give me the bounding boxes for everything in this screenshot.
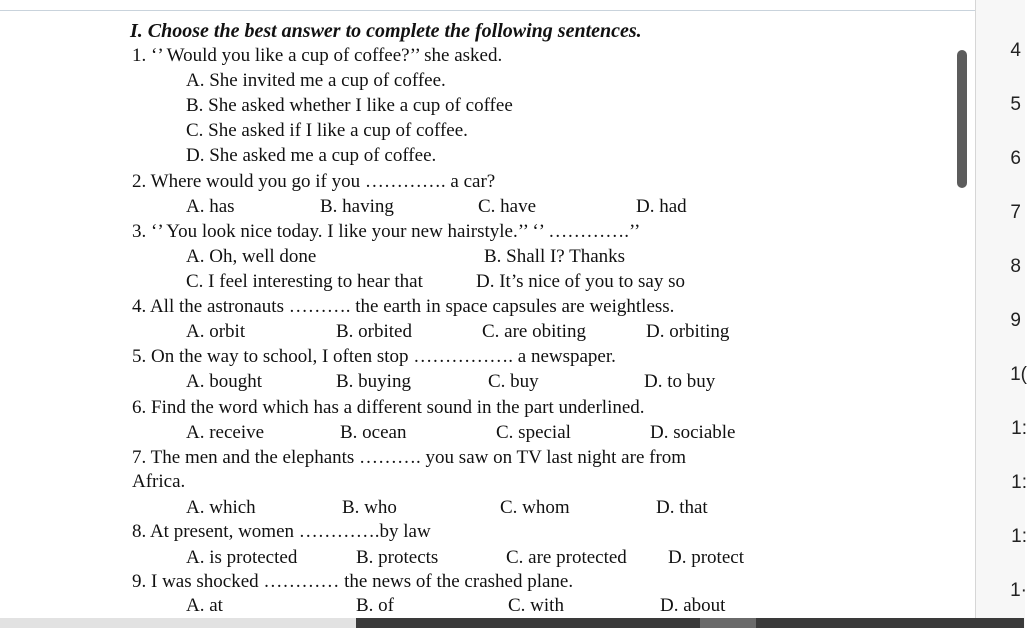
- q3-option-d: D. It’s nice of you to say so: [476, 271, 685, 292]
- q8-option-d: D. protect: [668, 547, 744, 568]
- q8-option-b: B. protects: [356, 547, 439, 568]
- top-divider: [0, 10, 975, 11]
- q2-option-c: C. have: [478, 196, 537, 217]
- q1-option-d: D. She asked me a cup of coffee.: [186, 145, 437, 166]
- q5-option-d: D. to buy: [644, 371, 716, 392]
- q9-option-c: C. with: [508, 595, 564, 616]
- q4-option-d: D. orbiting: [646, 321, 730, 342]
- page-number[interactable]: 1·: [1010, 580, 1027, 601]
- question-5: 5. On the way to school, I often stop ……………. a newspaper.: [132, 346, 616, 367]
- q5-option-c: C. buy: [488, 371, 539, 392]
- question-2: 2. Where would you go if you …………. a car?: [132, 171, 496, 192]
- q1-option-b: B. She asked whether I like a cup of coffee: [186, 95, 513, 116]
- q3-option-a: A. Oh, well done: [186, 246, 317, 267]
- q1-option-c: C. She asked if I like a cup of coffee.: [186, 120, 468, 141]
- horizontal-scrollbar-thumb[interactable]: [356, 618, 1024, 628]
- page-number[interactable]: 8: [1010, 256, 1021, 277]
- page-number[interactable]: 7: [1010, 202, 1021, 223]
- question-3: 3. ‘’ You look nice today. I like your new hairstyle.’’ ‘’ ………….’’: [132, 221, 641, 242]
- q9-option-d: D. about: [660, 595, 726, 616]
- question-4: 4. All the astronauts ………. the earth in space capsules are weightless.: [132, 296, 675, 317]
- page-number[interactable]: 6: [1010, 148, 1021, 169]
- page-number[interactable]: 1(: [1010, 364, 1027, 385]
- question-6: 6. Find the word which has a different sound in the part underlined.: [132, 397, 645, 418]
- q4-option-a: A. orbit: [186, 321, 246, 342]
- question-9: 9. I was shocked ………… the news of the crashed plane.: [132, 571, 574, 592]
- q4-option-c: C. are obiting: [482, 321, 586, 342]
- page-number[interactable]: 4: [1010, 40, 1021, 61]
- question-8: 8. At present, women ………….by law: [132, 521, 431, 542]
- q7-option-c: C. whom: [500, 497, 570, 518]
- q8-option-a: A. is protected: [186, 547, 298, 568]
- q9-option-a: A. at: [186, 595, 223, 616]
- q7-option-b: B. who: [342, 497, 397, 518]
- q5-option-b: B. buying: [336, 371, 411, 392]
- q8-option-c: C. are protected: [506, 547, 627, 568]
- q3-option-c: C. I feel interesting to hear that: [186, 271, 423, 292]
- exercise-heading: I. Choose the best answer to complete the following sentences.: [130, 20, 642, 42]
- horizontal-scrollbar[interactable]: [0, 618, 1024, 628]
- q6-option-b: B. ocean: [340, 422, 407, 443]
- page-number[interactable]: 1:: [1011, 418, 1027, 439]
- q6-option-c: C. special: [496, 422, 571, 443]
- page-number[interactable]: 1:: [1011, 472, 1027, 493]
- vertical-scrollbar-thumb[interactable]: [957, 50, 967, 188]
- q2-option-d: D. had: [636, 196, 687, 217]
- q1-option-a: A. She invited me a cup of coffee.: [186, 70, 446, 91]
- q6-option-a: A. receive: [186, 422, 265, 443]
- q3-option-b: B. Shall I? Thanks: [484, 246, 626, 267]
- question-1: 1. ‘’ Would you like a cup of coffee?’’ she asked.: [132, 45, 503, 66]
- scrollbar-highlight: [700, 618, 756, 628]
- question-7: 7. The men and the elephants ………. you saw on TV last night are from: [132, 447, 687, 468]
- question-7-continued: Africa.: [132, 471, 186, 492]
- page-thumbnail-panel[interactable]: [975, 0, 1025, 628]
- q5-option-a: A. bought: [186, 371, 262, 392]
- page-number[interactable]: 5: [1010, 94, 1021, 115]
- q7-option-d: D. that: [656, 497, 708, 518]
- page-number[interactable]: 1:: [1011, 526, 1027, 547]
- q9-option-b: B. of: [356, 595, 394, 616]
- q6-option-d: D. sociable: [650, 422, 736, 443]
- q4-option-b: B. orbited: [336, 321, 412, 342]
- q7-option-a: A. which: [186, 497, 256, 518]
- page-number[interactable]: 9: [1010, 310, 1021, 331]
- q2-option-b: B. having: [320, 196, 394, 217]
- q2-option-a: A. has: [186, 196, 235, 217]
